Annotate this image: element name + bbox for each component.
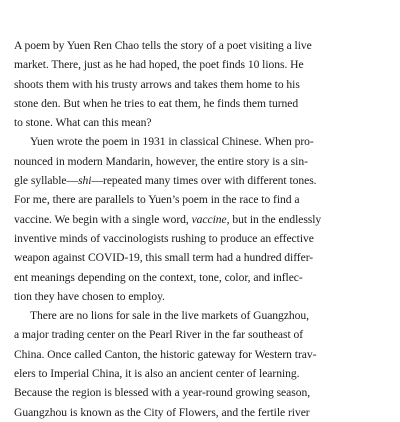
text-line: gle syllable—shi—repeated many times over with different tones. bbox=[14, 174, 317, 188]
text-line: weapon against COVID-19, this small term had a hundred differ- bbox=[14, 251, 314, 265]
text-line: market. There, just as he had hoped, the poet finds 10 lions. He bbox=[14, 58, 304, 72]
text-line: stone den. But when he tries to eat them, he finds them turned bbox=[14, 96, 299, 110]
text-line: ent meanings depending on the context, tone, color, and inflec- bbox=[14, 270, 303, 284]
book-page bbox=[14, 36, 390, 422]
text-line: For me, there are parallels to Yuen’s poem in the race to find a bbox=[14, 193, 300, 207]
text-line: to stone. What can this mean? bbox=[14, 116, 152, 130]
paragraph-1 bbox=[14, 36, 390, 132]
italic-term: shi bbox=[78, 174, 92, 188]
paragraph-3 bbox=[14, 306, 390, 422]
text-line: elers to Imperial China, it is also an ancient center of learning. bbox=[14, 367, 300, 381]
text-line: inventive minds of vaccinologists rushing to produce an effective bbox=[14, 231, 314, 245]
italic-term: vaccine bbox=[191, 212, 227, 226]
text-line: nounced in modern Mandarin, however, the entire story is a sin- bbox=[14, 154, 308, 168]
text-line: shoots them with his trusty arrows and takes them home to his bbox=[14, 77, 300, 91]
text-line: Guangzhou is known as the City of Flowers, and the fertile river bbox=[14, 405, 310, 419]
text-line: a major trading center on the Pearl River in the far southeast of bbox=[14, 328, 304, 342]
text-line: China. Once called Canton, the historic gateway for Western trav- bbox=[14, 347, 317, 361]
text-line: A poem by Yuen Ren Chao tells the story of a poet visiting a live bbox=[14, 39, 312, 52]
text-line: There are no lions for sale in the live markets of Guangzhou, bbox=[30, 309, 309, 323]
paragraph-2 bbox=[14, 132, 390, 306]
text-line: Because the region is blessed with a year-round growing season, bbox=[14, 386, 311, 400]
text-line: vaccine. We begin with a single word, vaccine, but in the endlessly bbox=[14, 212, 322, 226]
text-line: Yuen wrote the poem in 1931 in classical Chinese. When pro- bbox=[30, 135, 314, 149]
text-line: tion they have chosen to employ. bbox=[14, 289, 165, 303]
